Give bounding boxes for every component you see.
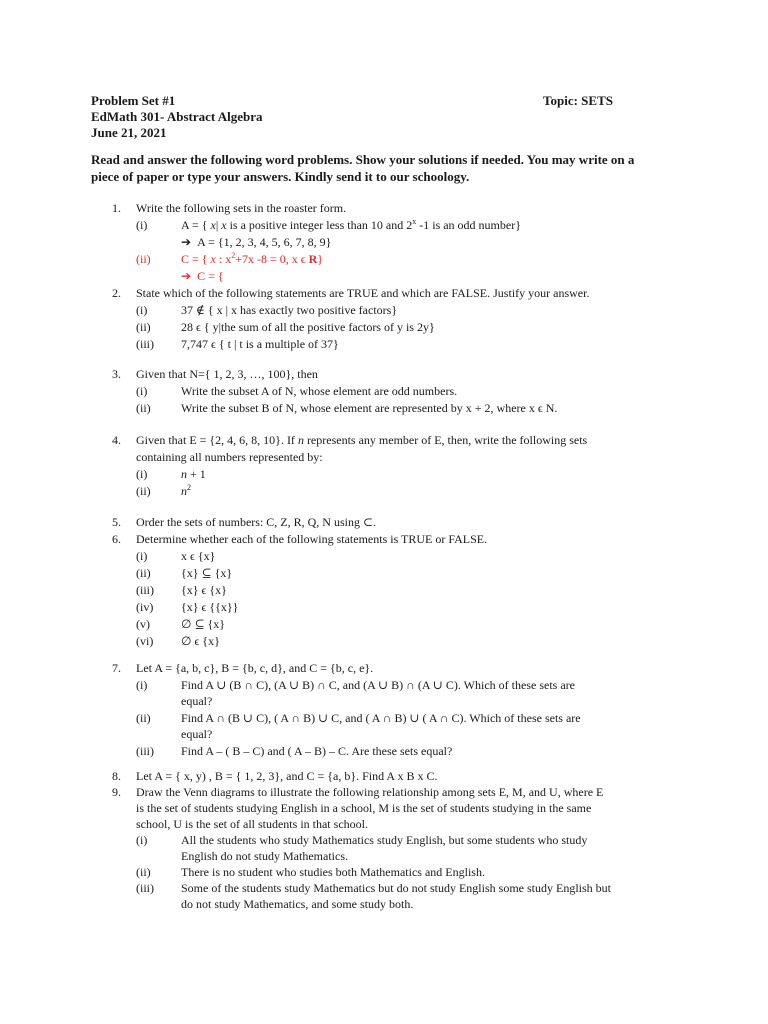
item-text: $n^2$: [181, 483, 191, 498]
item-text: n + 1: [181, 467, 206, 481]
problem-set-title: Problem Set #1: [91, 93, 176, 108]
question-text: school, U is the set of all students in that school.: [136, 817, 368, 831]
item-text: 28 ϵ { y|the sum of all the positive factors of y is 2y}: [181, 320, 435, 334]
item-text: All the students who study Mathematics study English, but some students who study: [181, 833, 588, 847]
item-text: do not study Mathematics, and some study both.: [181, 897, 414, 911]
item-label: (iv): [136, 600, 154, 614]
item-text: equal?: [181, 727, 213, 741]
question-text: Given that E = {2, 4, 6, 8, 10}. If n represents any member of E, then, write the following sets: [136, 433, 588, 447]
item-label: (i): [136, 549, 148, 563]
item-label: (ii): [136, 401, 151, 415]
instructions-line-2: piece of paper or type your answers. Kindly send it to our schoology.: [91, 169, 470, 184]
document-header: [91, 93, 263, 141]
document-date: June 21, 2021: [91, 125, 167, 140]
item-label: (i): [136, 303, 148, 317]
item-label: (ii): [136, 484, 151, 498]
arrow-right-icon: ➔: [181, 235, 192, 249]
item-text: equal?: [181, 694, 213, 708]
item-text: {x} ϵ {x}: [181, 583, 227, 597]
item-text: There is no student who studies both Mathematics and English.: [181, 865, 485, 879]
item-text: ∅ ⊆ {x}: [181, 617, 226, 631]
item-label: (ii): [136, 711, 151, 725]
item-text: Find A ∪ (B ∩ C), (A ∪ B) ∩ C, and (A ∪ B) ∩ (A ∪ C). Which of these sets are: [181, 678, 575, 692]
item-label: (i): [136, 384, 148, 398]
arrow-right-icon: ➔: [181, 269, 192, 283]
item-label: (iii): [136, 583, 154, 597]
item-text: A = { x| x is a positive integer less than 10 and 2$^x$ -1 is an odd number}: [181, 217, 521, 232]
item-text: Find A – ( B – C) and ( A – B) – C. Are these sets equal?: [181, 744, 453, 758]
question-text: Let A = {a, b, c}, B = {b, c, d}, and C = {b, c, e}.: [136, 661, 374, 675]
item-label: (ii): [136, 566, 151, 580]
item-text: Write the subset B of N, whose element are represented by x + 2, where x ϵ N.: [181, 401, 558, 415]
question-text: containing all numbers represented by:: [136, 450, 323, 464]
item-label: (iii): [136, 337, 154, 351]
item-label: (i): [136, 833, 148, 847]
instructions-line-1: Read and answer the following word problems. Show your solutions if needed. You may write on a: [91, 152, 635, 167]
item-text: ∅ ϵ {x}: [181, 634, 220, 648]
item-text: x ϵ {x}: [181, 549, 216, 563]
answer-line: ➔ A = {1, 2, 3, 4, 5, 6, 7, 8, 9}: [181, 235, 332, 249]
item-text: Write the subset A of N, whose element are odd numbers.: [181, 384, 458, 398]
item-label: (iii): [136, 744, 154, 758]
question-number: 2.: [112, 286, 121, 300]
question-text: is the set of students studying English in a school, M is the set of students studying in the same: [136, 801, 592, 815]
question-number: 6.: [112, 532, 121, 546]
item-text: Find A ∩ (B ∪ C), ( A ∩ B) ∪ C, and ( A ∩ B) ∪ ( A ∩ C). Which of these sets are: [181, 711, 581, 725]
question-text: Determine whether each of the following statements is TRUE or FALSE.: [136, 532, 488, 546]
item-text: 37 ∉ { x | x has exactly two positive factors}: [181, 303, 398, 317]
question-number: 9.: [112, 785, 121, 799]
item-label: (iii): [136, 881, 154, 895]
question-text: State which of the following statements are TRUE and which are FALSE. Justify your answer.: [136, 286, 590, 300]
question-text: Draw the Venn diagrams to illustrate the following relationship among sets E, M, and U, where E: [136, 785, 604, 799]
item-label: (vi): [136, 634, 154, 648]
question-text: Let A = { x, y) , B = { 1, 2, 3}, and C = {a, b}. Find A x B x C.: [136, 769, 438, 783]
item-text: 7,747 ϵ { t | t is a multiple of 37}: [181, 337, 339, 351]
question-number: 7.: [112, 661, 121, 675]
topic-label: Topic: SETS: [543, 93, 613, 108]
course-title: EdMath 301- Abstract Algebra: [91, 109, 263, 124]
item-text: {x} ϵ {{x}}: [181, 600, 239, 614]
item-label: (i): [136, 678, 148, 692]
question-number: 8.: [112, 769, 121, 783]
item-text: English do not study Mathematics.: [181, 849, 348, 863]
item-label: (ii): [136, 865, 151, 879]
question-number: 1.: [112, 201, 121, 215]
instructions: [91, 151, 681, 185]
item-text: Some of the students study Mathematics but do not study English some study English but: [181, 881, 611, 895]
question-text: Write the following sets in the roaster form.: [136, 201, 347, 215]
item-label: (ii): [136, 252, 151, 266]
item-label: (v): [136, 617, 150, 631]
item-label: (ii): [136, 320, 151, 334]
question-text: Given that N={ 1, 2, 3, …, 100}, then: [136, 367, 318, 381]
question-number: 5.: [112, 515, 121, 529]
item-label: (i): [136, 467, 148, 481]
item-text: {x} ⊆ {x}: [181, 566, 233, 580]
question-number: 4.: [112, 433, 121, 447]
answer-line: ➔ C = {: [181, 269, 224, 283]
item-text: C = { x : $x^2+7x$ -8 = 0, x ϵ R}: [181, 251, 324, 266]
item-label: (i): [136, 218, 148, 232]
question-number: 3.: [112, 367, 121, 381]
question-text: Order the sets of numbers: C, Z, R, Q, N using ⊂.: [136, 515, 377, 529]
